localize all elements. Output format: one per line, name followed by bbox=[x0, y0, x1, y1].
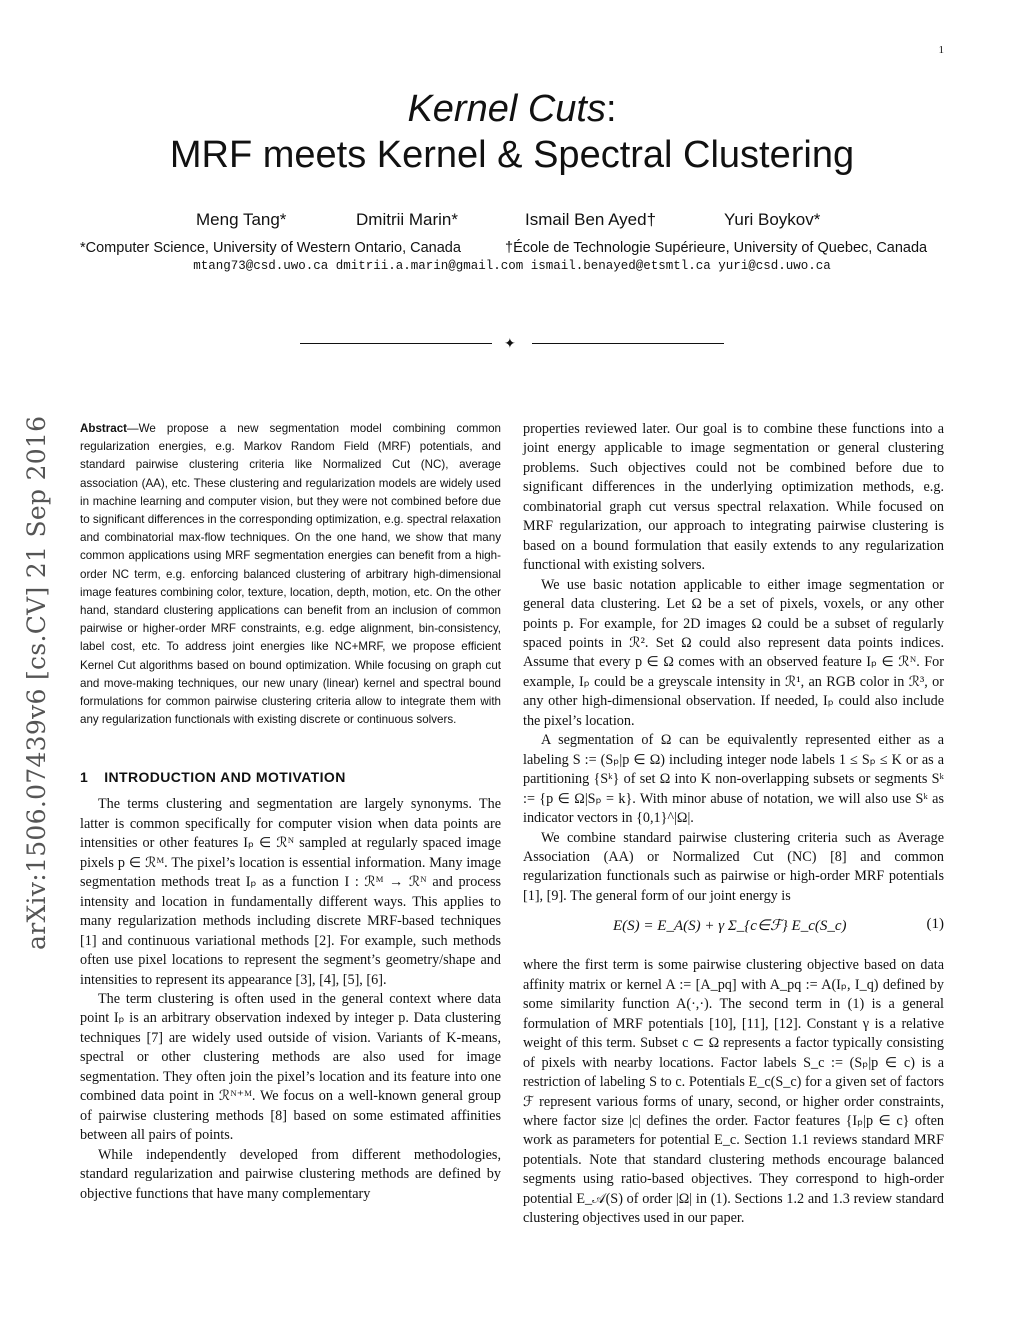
section-separator bbox=[300, 334, 724, 354]
paragraph: We use basic notation applicable to either image segmentation or general data clustering. Let Ω be a set of pixels, voxels, or any other points p. For example, for 2D images Ω could be a subset of regularly spaced points in ℛ². Set Ω could also represent data points indices. Assume that every p ∈ Ω comes with an observed feature Iₚ ∈ ℛᴺ. For example, Iₚ could be a greyscale intensity in ℛ¹, an RGB color in ℛ³, or any other high-dimensional observation. If needed, Iₚ could also include the pixel’s location. bbox=[523, 576, 944, 729]
author-1: Meng Tang* bbox=[196, 210, 287, 229]
right-column bbox=[523, 420, 944, 1229]
paragraph: We combine standard pairwise clustering criteria such as Average Association (AA) or Normalized Cut (NC) [8] and common regularization functionals such as pairwise or high-order MRF potentials [1], [9]. The general form of our joint energy is bbox=[523, 829, 944, 904]
title-colon: : bbox=[605, 88, 617, 130]
separator-line-left bbox=[300, 343, 492, 344]
title-italic: Kernel Cuts bbox=[407, 88, 606, 130]
arxiv-stamp: arXiv:1506.07439v6 [cs.CV] 21 Sep 2016 bbox=[22, 415, 51, 950]
author-emails: mtang73@csd.uwo.ca dmitrii.a.marin@gmail.com ismail.benayed@etsmtl.ca yuri@csd.uwo.ca bbox=[193, 259, 831, 273]
equation-formula: E(S) = E_A(S) + γ Σ_{c∈ℱ} E_c(S_c) bbox=[613, 918, 847, 935]
affiliation-right: †École de Technologie Supérieure, University of Quebec, Canada bbox=[505, 240, 928, 256]
paragraph: where the first term is some pairwise clustering objective based on data affinity matrix or kernel A := [A_pq] with A_pq := A(Iₚ, I_q) defined by some similarity function A(·,·). The second term in (1) is a general formulation of MRF potentials [10], [11], [12]. Constant γ is a relative weight of this term. Subset c ⊂ Ω represents a factor typically consisting of pixels with nearby locations. Factor labels S_c := (Sₚ|p ∈ c) is a restriction of labeling S to c. Potentials E_c(S_c) for a given set of factors ℱ represent various forms of unary, second, or higher order constraints, where factor size |c| defines the order. Factor features {Iₚ|p ∈ c} often work as parameters for potential E_c. Section 1.1 reviews standard MRF potentials. Note that standard clustering methods encourage balanced segments using ratio-based objectives. They correspond to high-order potential E_𝒜(S) of order |Ω| in (1). Sections 1.2 and 1.3 review standard clustering objectives used in our paper. bbox=[523, 957, 944, 1227]
paper-title bbox=[0, 86, 1024, 178]
paragraph: While independently developed from different methodologies, standard regularization and pairwise clustering methods are defined by objective functions that have many complementary bbox=[80, 1146, 501, 1202]
section-title: INTRODUCTION AND MOTIVATION bbox=[104, 769, 346, 786]
page-number: 1 bbox=[938, 44, 944, 56]
paragraph: The terms clustering and segmentation are largely synonyms. The latter is common specifically for computer vision when data points are intensities or other features Iₚ ∈ ℛᴺ sampled at regularly spaced image pixels p ∈ ℛᴹ. The pixel’s location is essential information. Many image segmentation methods treat Iₚ as a function I : ℛᴹ → ℛᴺ and process intensity and location in fundamentally different ways. This applies to many regularization methods including discrete MRF-based techniques [1] and continuous variational methods [2]. For example, such methods often use pixel locations to represent the segment’s geometry/shape and intensities to represent its appearance [3], [4], [5], [6]. bbox=[80, 796, 501, 988]
author-4: Yuri Boykov* bbox=[724, 210, 821, 229]
left-body bbox=[80, 795, 501, 1204]
right-body bbox=[523, 420, 944, 1229]
paragraph: A segmentation of Ω can be equivalently represented either as a labeling S := (Sₚ|p ∈ Ω) including integer node labels 1 ≤ Sₚ ≤ K or as a partitioning {Sᵏ} of set Ω into K non-overlapping subsets or segments Sᵏ := {p ∈ Ω|Sₚ = k}. With minor abuse of notation, we will also use Sᵏ as indicator vectors in {0,1}^|Ω|. bbox=[523, 732, 944, 827]
author-3: Ismail Ben Ayed† bbox=[525, 210, 657, 229]
affiliation-left: *Computer Science, University of Western Ontario, Canada bbox=[80, 240, 461, 256]
separator-line-right bbox=[532, 343, 724, 344]
title-line-2: MRF meets Kernel & Spectral Clustering bbox=[169, 134, 855, 176]
abstract bbox=[80, 420, 501, 729]
section-number: 1 bbox=[80, 769, 89, 786]
left-column bbox=[80, 420, 501, 1204]
author-2: Dmitrii Marin* bbox=[356, 210, 458, 229]
affiliations bbox=[80, 240, 944, 256]
section-heading bbox=[80, 769, 501, 785]
diamond-icon: ✦ bbox=[504, 337, 516, 352]
paragraph: The term clustering is often used in the general context where data point Iₚ is an arbitrary observation indexed by integer p. Data clustering techniques [7] are widely used outside of vision. Variants of K-means, spectral or other clustering methods are also used for image segmentation. They often join the pixel’s location and its feature into one combined data point in ℛᴺ⁺ᴹ. We focus on a well-known general group of pairwise clustering methods [8] based on some estimated affinities between all pairs of points. bbox=[80, 990, 501, 1144]
abstract-text: —We propose a new segmentation model combining common regularization energies, e.g. Markov Random Field (MRF) potentials, and standard pairwise clustering criteria like Normalized Cut (NC), average association (AA), etc. These clustering and regularization models are widely used in machine learning and computer vision, but they were not combined before due to significant differences in the corresponding optimization, e.g. spectral relaxation and combinatorial max-flow techniques. On the one hand, we show that many common applications using MRF segmentation energies can benefit from a high-order NC term, e.g. enforcing balanced clustering of arbitrary high-dimensional image features combining color, texture, location, depth, motion, etc. On the other hand, standard clustering applications can benefit from an inclusion of common pairwise or higher-order MRF constraints, e.g. edge alignment, bin-consistency, label cost, etc. To address joint energies like NC+MRF, we propose efficient Kernel Cut algorithms based on bound optimization. While focusing on graph cut and move-making techniques, our new unary (linear) kernel and spectral bound formulations for common pairwise clustering criteria allow to integrate them with any regularization functionals with existing discrete or continuous solvers. bbox=[80, 422, 501, 727]
equation-number: (1) bbox=[926, 916, 944, 933]
equation-1 bbox=[523, 910, 944, 954]
paragraph: properties reviewed later. Our goal is to combine these functions into a joint energy applicable to image segmentation or general clustering problems. Such objectives could not be combined before due to significant differences in the underlying optimization methods, e.g. combinatorial graph cut versus spectral relaxation. While focused on MRF regularization, our approach to integrating pairwise clustering is based on a bound formulation that easily extends to any regularization functional with existing solvers. bbox=[523, 421, 944, 574]
abstract-label: Abstract bbox=[80, 422, 128, 435]
